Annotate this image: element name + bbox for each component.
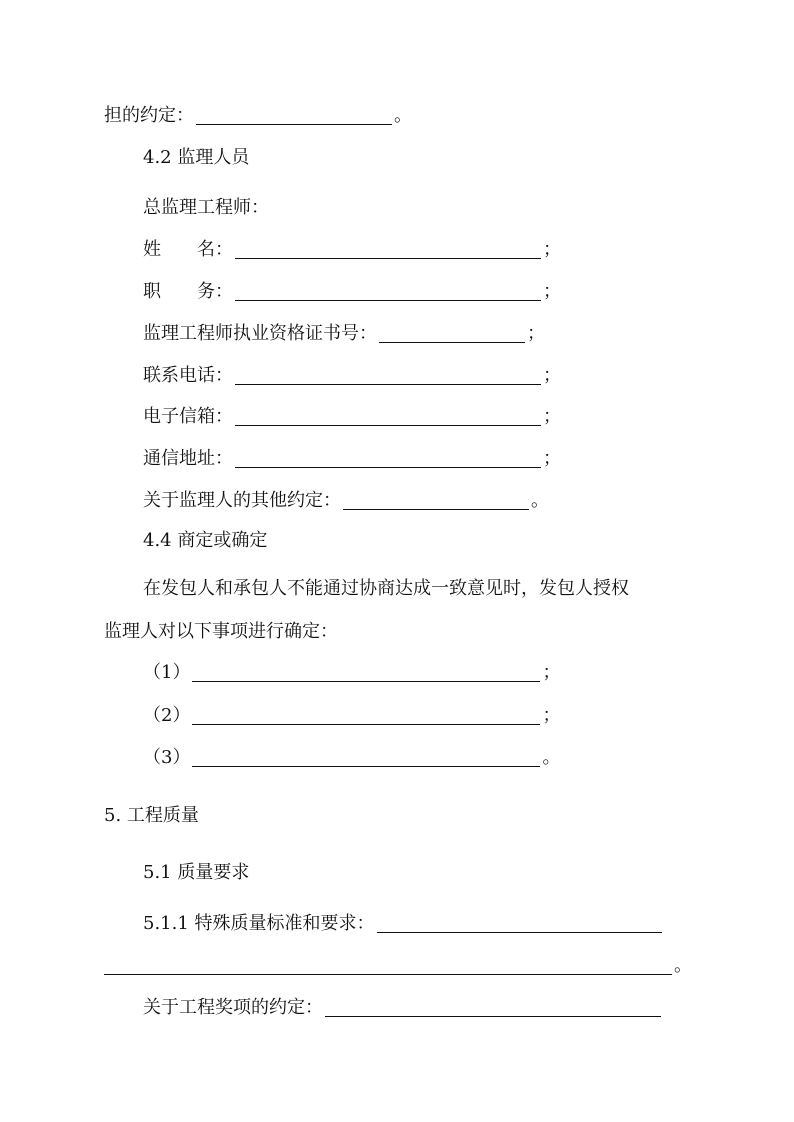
phone-row bbox=[143, 364, 561, 388]
paragraph-line-1 bbox=[143, 577, 629, 601]
email-row bbox=[143, 405, 561, 429]
punct: 。 bbox=[674, 955, 692, 976]
punct: ； bbox=[542, 705, 561, 726]
punct: ； bbox=[543, 239, 561, 260]
punct: ； bbox=[543, 281, 561, 302]
section-heading-4-4 bbox=[143, 529, 267, 553]
heading-text: 5.1 质量要求 bbox=[143, 862, 250, 883]
punct: 。 bbox=[542, 747, 561, 768]
section-heading-4-2 bbox=[143, 146, 249, 170]
section-heading-5-1 bbox=[143, 861, 249, 885]
email-blank[interactable] bbox=[235, 405, 541, 426]
item-1-row bbox=[143, 661, 560, 685]
item-2-blank[interactable] bbox=[192, 704, 540, 725]
item-number: （1） bbox=[143, 662, 191, 683]
heading-text: 5. 工程质量 bbox=[104, 805, 199, 826]
phone-blank[interactable] bbox=[235, 364, 541, 385]
other-blank[interactable] bbox=[343, 489, 529, 510]
email-label: 电子信箱： bbox=[143, 406, 233, 427]
punct: ； bbox=[542, 662, 561, 683]
name-blank[interactable] bbox=[235, 238, 541, 259]
address-blank[interactable] bbox=[235, 447, 541, 468]
text: 担的约定： bbox=[104, 105, 194, 126]
special-quality-blank[interactable] bbox=[377, 912, 662, 933]
title-blank[interactable] bbox=[235, 280, 541, 301]
chief-engineer-label bbox=[143, 196, 269, 220]
special-quality-blank-2[interactable] bbox=[104, 954, 672, 975]
title-row bbox=[143, 280, 561, 304]
special-quality-label: 5.1.1 特殊质量标准和要求： bbox=[143, 913, 375, 934]
heading-text: 4.4 商定或确定 bbox=[143, 530, 268, 551]
fill-blank[interactable] bbox=[196, 104, 392, 125]
heading-text: 4.2 监理人员 bbox=[143, 147, 250, 168]
award-blank[interactable] bbox=[325, 996, 661, 1017]
special-quality-continuation bbox=[104, 954, 692, 978]
item-3-blank[interactable] bbox=[192, 746, 540, 767]
title-label: 职 务： bbox=[143, 281, 233, 302]
item-number: （2） bbox=[143, 705, 191, 726]
section-heading-5 bbox=[104, 804, 199, 828]
item-number: （3） bbox=[143, 747, 191, 768]
address-label: 通信地址： bbox=[143, 448, 233, 469]
punct: 。 bbox=[531, 490, 549, 511]
name-row bbox=[143, 238, 561, 262]
name-label: 姓 名： bbox=[143, 239, 233, 260]
award-label: 关于工程奖项的约定： bbox=[143, 997, 323, 1018]
label: 总监理工程师： bbox=[143, 197, 269, 218]
other-agreement-row bbox=[143, 489, 549, 513]
punct: ； bbox=[543, 448, 561, 469]
punct: 。 bbox=[394, 105, 412, 126]
cert-blank[interactable] bbox=[379, 322, 525, 343]
cert-label: 监理工程师执业资格证书号： bbox=[143, 323, 377, 344]
clause-line-continuation bbox=[104, 104, 412, 128]
award-row bbox=[143, 996, 663, 1020]
address-row bbox=[143, 447, 561, 471]
other-label: 关于监理人的其他约定： bbox=[143, 490, 341, 511]
paragraph-text: 监理人对以下事项进行确定： bbox=[104, 621, 338, 642]
cert-row bbox=[143, 322, 545, 346]
item-2-row bbox=[143, 704, 560, 728]
punct: ； bbox=[543, 365, 561, 386]
paragraph-text: 在发包人和承包人不能通过协商达成一致意见时，发包人授权 bbox=[143, 578, 629, 599]
item-3-row bbox=[143, 746, 560, 770]
item-1-blank[interactable] bbox=[192, 661, 540, 682]
punct: ； bbox=[543, 406, 561, 427]
phone-label: 联系电话： bbox=[143, 365, 233, 386]
special-quality-row bbox=[143, 912, 664, 936]
paragraph-line-2 bbox=[104, 620, 338, 644]
punct: ； bbox=[527, 323, 545, 344]
